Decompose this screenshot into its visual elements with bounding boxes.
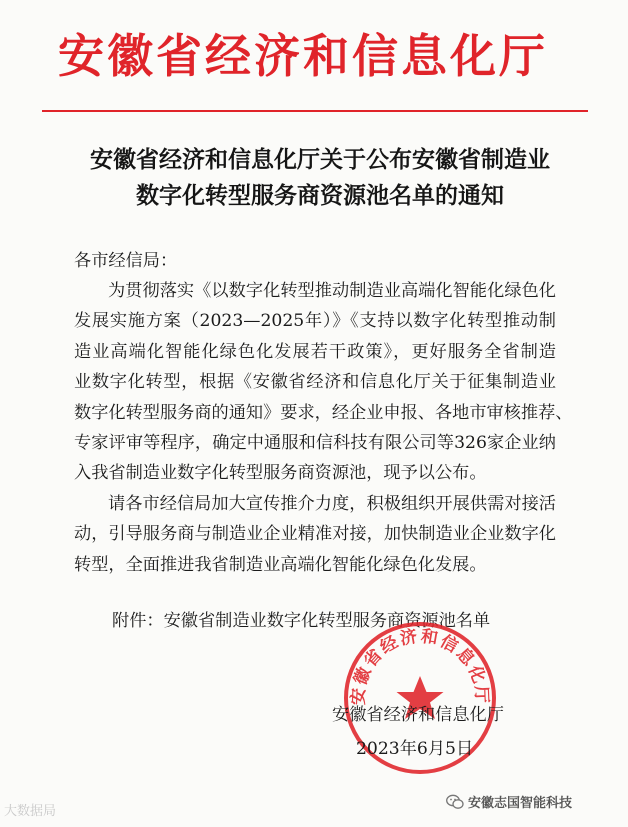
attachment-note: 附件：安徽省制造业数字化转型服务商资源池名单 bbox=[112, 611, 491, 631]
salutation: 各市经信局： bbox=[74, 251, 178, 271]
title-line-2: 数字化转型服务商资源池名单的通知 bbox=[136, 182, 504, 209]
title-line-1: 安徽省经济和信息化厅关于公布安徽省制造业 bbox=[90, 146, 550, 173]
letterhead-org-name: 安徽省经济和信息化厅 bbox=[58, 29, 548, 83]
watermark-right bbox=[446, 792, 572, 811]
paragraph-1-line: 造业高端化智能化绿色化发展若干政策》，更好服务全省制造 bbox=[74, 341, 556, 362]
wechat-icon bbox=[446, 794, 464, 810]
paragraph-1-line: 发展实施方案（2023—2025年）》《支持以数字化转型推动制 bbox=[74, 311, 556, 332]
paragraph-2 bbox=[74, 489, 556, 580]
watermark-left: 大数据局 bbox=[4, 804, 57, 819]
watermark-right-text: 安徽志国智能科技 bbox=[468, 796, 573, 811]
paragraph-1-line: 数字化转型服务商的通知》要求，经企业申报、各地市审核推荐、 bbox=[74, 402, 573, 423]
document-title bbox=[60, 142, 580, 214]
signature-date: 2023年6月5日 bbox=[356, 739, 474, 759]
signature-org: 安徽省经济和信息化厅 bbox=[332, 705, 504, 725]
paragraph-2-line: 请各市经信局加大宣传推介力度，积极组织开展供需对接活 bbox=[108, 494, 556, 514]
letterhead-divider bbox=[42, 110, 588, 112]
paragraph-1-line: 业数字化转型，根据《安徽省经济和信息化厅关于征集制造业 bbox=[74, 372, 556, 393]
paragraph-1-line: 专家评审等程序，确定中通服和信科技有限公司等326家企业纳 bbox=[74, 433, 556, 454]
paragraph-1 bbox=[74, 276, 573, 489]
paragraph-1-line: 入我省制造业数字化转型服务商资源池，现予以公布。 bbox=[74, 463, 487, 484]
paragraph-2-line: 转型，全面推进我省制造业高端化智能化绿色化发展。 bbox=[74, 554, 487, 575]
paragraph-1-line: 为贯彻落实《以数字化转型推动制造业高端化智能化绿色化 bbox=[108, 281, 556, 301]
seal-text: 安徽省经济和信息化厅 bbox=[348, 626, 492, 706]
paragraph-2-line: 动，引导服务商与制造业企业精准对接，加快制造业企业数字化 bbox=[74, 524, 556, 545]
